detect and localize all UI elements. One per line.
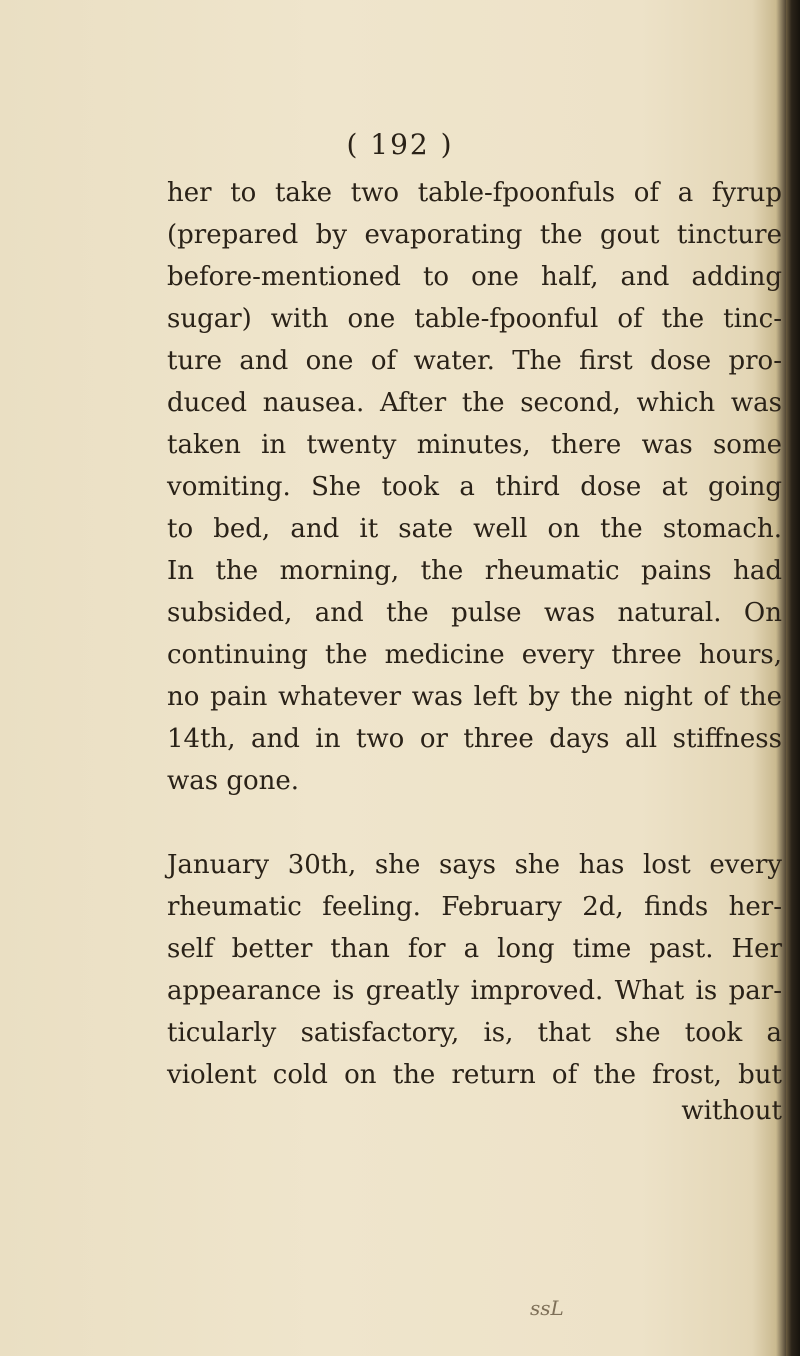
text-line: (prepared by evaporating the gout tincture bbox=[167, 220, 782, 250]
paragraph-2 bbox=[167, 844, 782, 1096]
text-line: appearance is greatly improved. What is par- bbox=[167, 976, 782, 1006]
text-line: no pain whatever was left by the night of the bbox=[167, 682, 782, 712]
text-line: her to take two table-fpoonfuls of a fyrup bbox=[167, 178, 782, 208]
catchword: without bbox=[681, 1096, 782, 1126]
text-line: In the morning, the rheumatic pains had bbox=[167, 556, 782, 586]
text-line: violent cold on the return of the frost, but bbox=[167, 1060, 782, 1090]
book-spine-edge bbox=[786, 0, 800, 1356]
text-line: 14th, and in two or three days all stiffness bbox=[167, 724, 782, 754]
handwritten-mark: ssL bbox=[530, 1296, 564, 1320]
paragraph-1 bbox=[167, 172, 782, 802]
text-line: continuing the medicine every three hours, bbox=[167, 640, 782, 670]
text-line: ture and one of water. The first dose pro- bbox=[167, 346, 782, 376]
text-line: rheumatic feeling. February 2d, finds her- bbox=[167, 892, 782, 922]
text-line: taken in twenty minutes, there was some bbox=[167, 430, 782, 460]
text-line: was gone. bbox=[167, 766, 300, 796]
text-line: duced nausea. After the second, which was bbox=[167, 388, 782, 418]
text-line: sugar) with one table-fpoonful of the tinc- bbox=[167, 304, 782, 334]
text-line: self better than for a long time past. Her bbox=[167, 934, 782, 964]
text-line: to bed, and it sate well on the stomach. bbox=[167, 514, 782, 544]
text-line: before-mentioned to one half, and adding bbox=[167, 262, 782, 292]
text-line: ticularly satisfactory, is, that she took a bbox=[167, 1018, 782, 1048]
text-line: vomiting. She took a third dose at going bbox=[167, 472, 782, 502]
page-number: ( 192 ) bbox=[346, 128, 454, 161]
body-text bbox=[167, 172, 782, 1096]
text-line: January 30th, she says she has lost every bbox=[167, 850, 782, 880]
paragraph-gap bbox=[167, 802, 782, 844]
text-line: subsided, and the pulse was natural. On bbox=[167, 598, 782, 628]
